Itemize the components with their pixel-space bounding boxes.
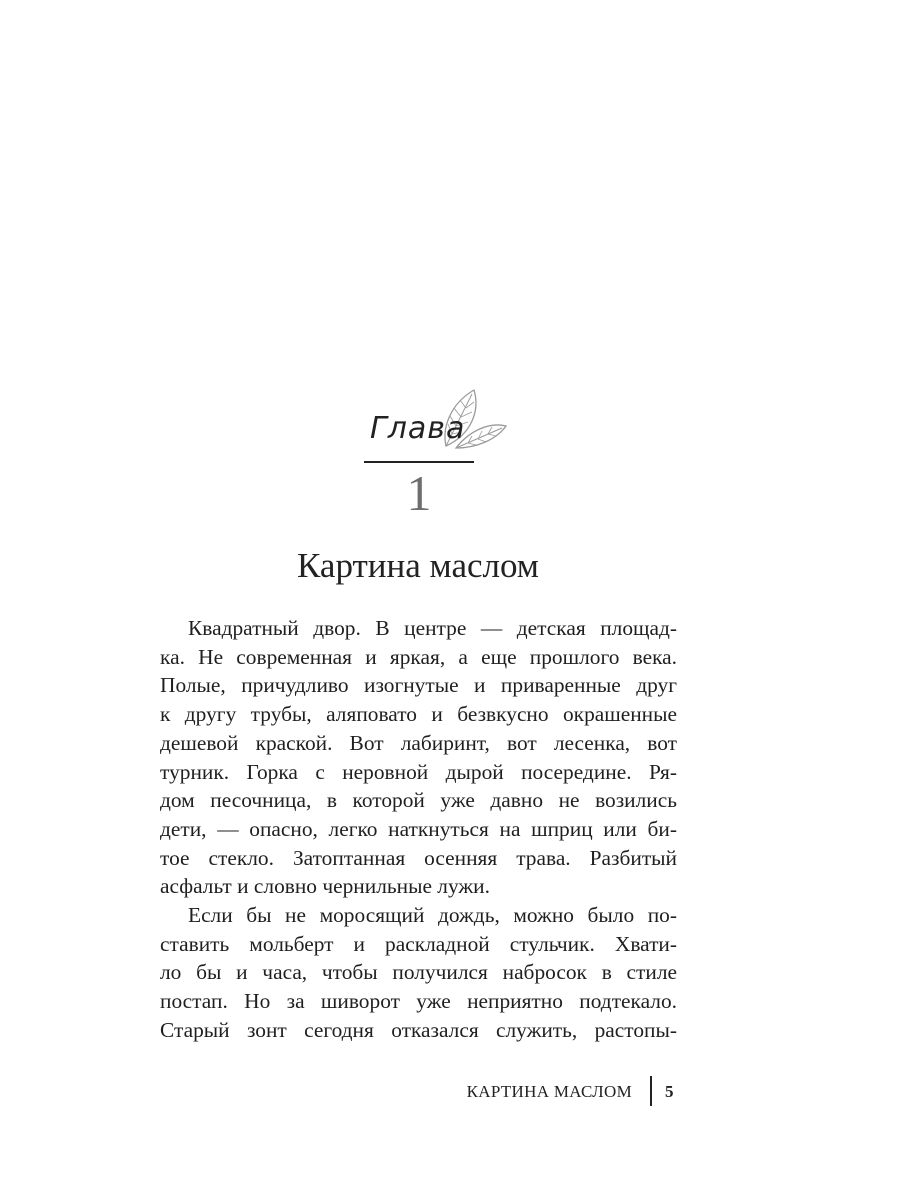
- paragraph: [160, 614, 677, 901]
- text-line: ставить мольберт и раскладной стульчик. Хвати-: [160, 931, 677, 956]
- page-footer: [440, 1076, 680, 1108]
- chapter-title: Картина маслом: [297, 546, 539, 585]
- page-number: 5: [665, 1082, 674, 1101]
- chapter-label: Глава: [370, 411, 466, 446]
- text-line: турник. Горка с неровной дырой посередине. Ря-: [160, 759, 677, 784]
- text-line: дешевой краской. Вот лабиринт, вот лесенка, вот: [160, 730, 677, 755]
- text-line: дети, — опасно, легко наткнуться на шприц или би-: [160, 816, 677, 841]
- running-head: КАРТИНА МАСЛОМ: [466, 1082, 632, 1101]
- text-line: постап. Но за шиворот уже неприятно подтекало.: [160, 989, 677, 1014]
- text-line: Если бы не моросящий дождь, можно было по-: [188, 903, 677, 928]
- chapter-rule: [364, 461, 474, 463]
- text-line: Полые, причудливо изогнутые и приваренные друг: [160, 673, 677, 698]
- body-text: [160, 614, 677, 1045]
- chapter-number: 1: [406, 465, 432, 521]
- text-line: ка. Не современная и яркая, а еще прошлого века.: [160, 644, 677, 669]
- paragraph: [160, 901, 677, 1045]
- text-line: Старый зонт сегодня отказался служить, растопы-: [160, 1017, 677, 1042]
- text-line: тое стекло. Затоптанная осенняя трава. Разбитый: [160, 845, 677, 870]
- footer-divider: [650, 1076, 652, 1106]
- text-line: дом песочница, в которой уже давно не возились: [160, 788, 677, 813]
- chapter-heading: [360, 388, 510, 521]
- text-line: ло бы и часа, чтобы получился набросок в стиле: [160, 960, 677, 985]
- text-line: асфальт и словно чернильные лужи.: [160, 874, 490, 899]
- text-line: Квадратный двор. В центре — детская площад-: [188, 616, 677, 640]
- text-line: к другу трубы, аляповато и безвкусно окрашенные: [160, 702, 677, 727]
